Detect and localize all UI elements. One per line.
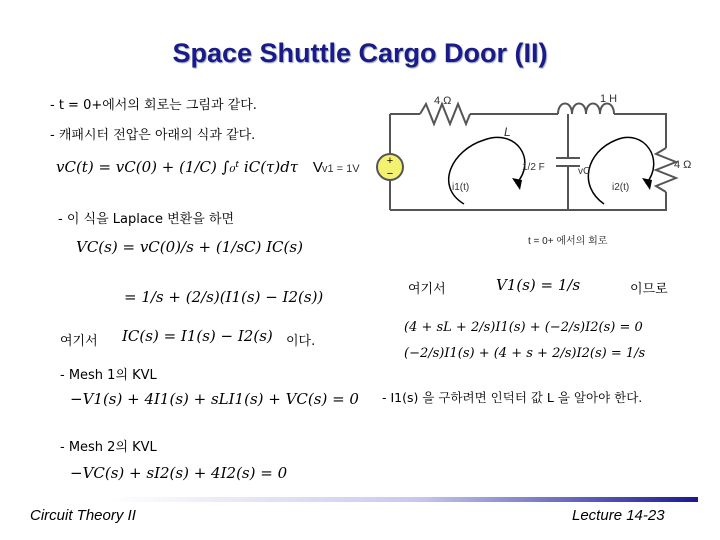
i2-label: i2(t) xyxy=(612,182,630,193)
circuit-diagram xyxy=(316,88,696,246)
svg-text:−: − xyxy=(386,168,394,180)
vc-laplace-eq1: VC(s) = vC(0)/s + (1/sC) IC(s) xyxy=(76,238,303,256)
mesh2-arrow xyxy=(588,137,653,204)
source-label: v1 = 1V xyxy=(322,163,360,175)
where-tail: 이다. xyxy=(286,334,316,349)
r2-label: 4 Ω xyxy=(674,159,692,171)
vc-unit: V xyxy=(312,159,323,176)
l-label: L xyxy=(504,125,511,139)
right-where-tail: 이므로 xyxy=(630,282,668,297)
i1-label: i1(t) xyxy=(452,182,470,193)
footer-right: Lecture 14-23 xyxy=(572,507,665,524)
inductor-note: - I1(s) 을 구하려면 인덕터 값 L 을 알아야 한다. xyxy=(382,390,643,405)
circuit-caption: t = 0+ 에서의 회로 xyxy=(528,236,608,246)
vc-time-equation xyxy=(56,158,323,176)
bullet-mesh2: - Mesh 2의 KVL xyxy=(60,440,157,455)
bullet-circuit: - t = 0+에서의 회로는 그림과 같다. xyxy=(50,98,257,113)
vc-label: vC xyxy=(578,166,591,177)
where-label: 여기서 xyxy=(60,334,98,349)
ic-definition: IC(s) = I1(s) − I2(s) xyxy=(122,327,273,345)
inductor-1h xyxy=(558,104,614,115)
mesh1-arrow xyxy=(449,137,525,204)
page-title: Space Shuttle Cargo Door (II) xyxy=(172,38,548,68)
vc-laplace-eq2: = 1/s + (2/s)(I1(s) − I2(s)) xyxy=(124,288,324,306)
right-where-label: 여기서 xyxy=(408,282,446,297)
system-eq2: (−2/s)I1(s) + (4 + s + 2/s)I2(s) = 1/s xyxy=(404,346,646,361)
l1-label: 1 H xyxy=(600,93,618,105)
bullet-mesh1: - Mesh 1의 KVL xyxy=(60,368,157,383)
vc-time-text: vC(t) = vC(0) + (1/C) ∫₀ᵗ iC(τ)dτ xyxy=(56,158,299,176)
mesh1-equation: −V1(s) + 4I1(s) + sLI1(s) + VC(s) = 0 xyxy=(70,390,359,408)
bullet-capacitor: - 캐패시터 전압은 아래의 식과 같다. xyxy=(50,128,256,143)
mesh2-equation: −VC(s) + sI2(s) + 4I2(s) = 0 xyxy=(70,464,288,482)
bullet-laplace: - 이 식을 Laplace 변환을 하면 xyxy=(58,212,235,227)
svg-text:+: + xyxy=(386,155,394,167)
footer-bar-light xyxy=(110,497,416,502)
wire-bottom xyxy=(390,192,666,210)
footer-left: Circuit Theory II xyxy=(30,507,136,524)
footer-bar-dark xyxy=(416,497,698,502)
r1-label: 4 Ω xyxy=(434,95,452,107)
wire-top-right xyxy=(614,114,666,148)
resistor-r1 xyxy=(420,104,470,124)
system-eq1: (4 + sL + 2/s)I1(s) + (−2/s)I2(s) = 0 xyxy=(404,320,643,335)
v1-definition: V1(s) = 1/s xyxy=(496,276,581,294)
resistor-r2 xyxy=(656,148,676,192)
cap-label: 1/2 F xyxy=(522,162,545,173)
